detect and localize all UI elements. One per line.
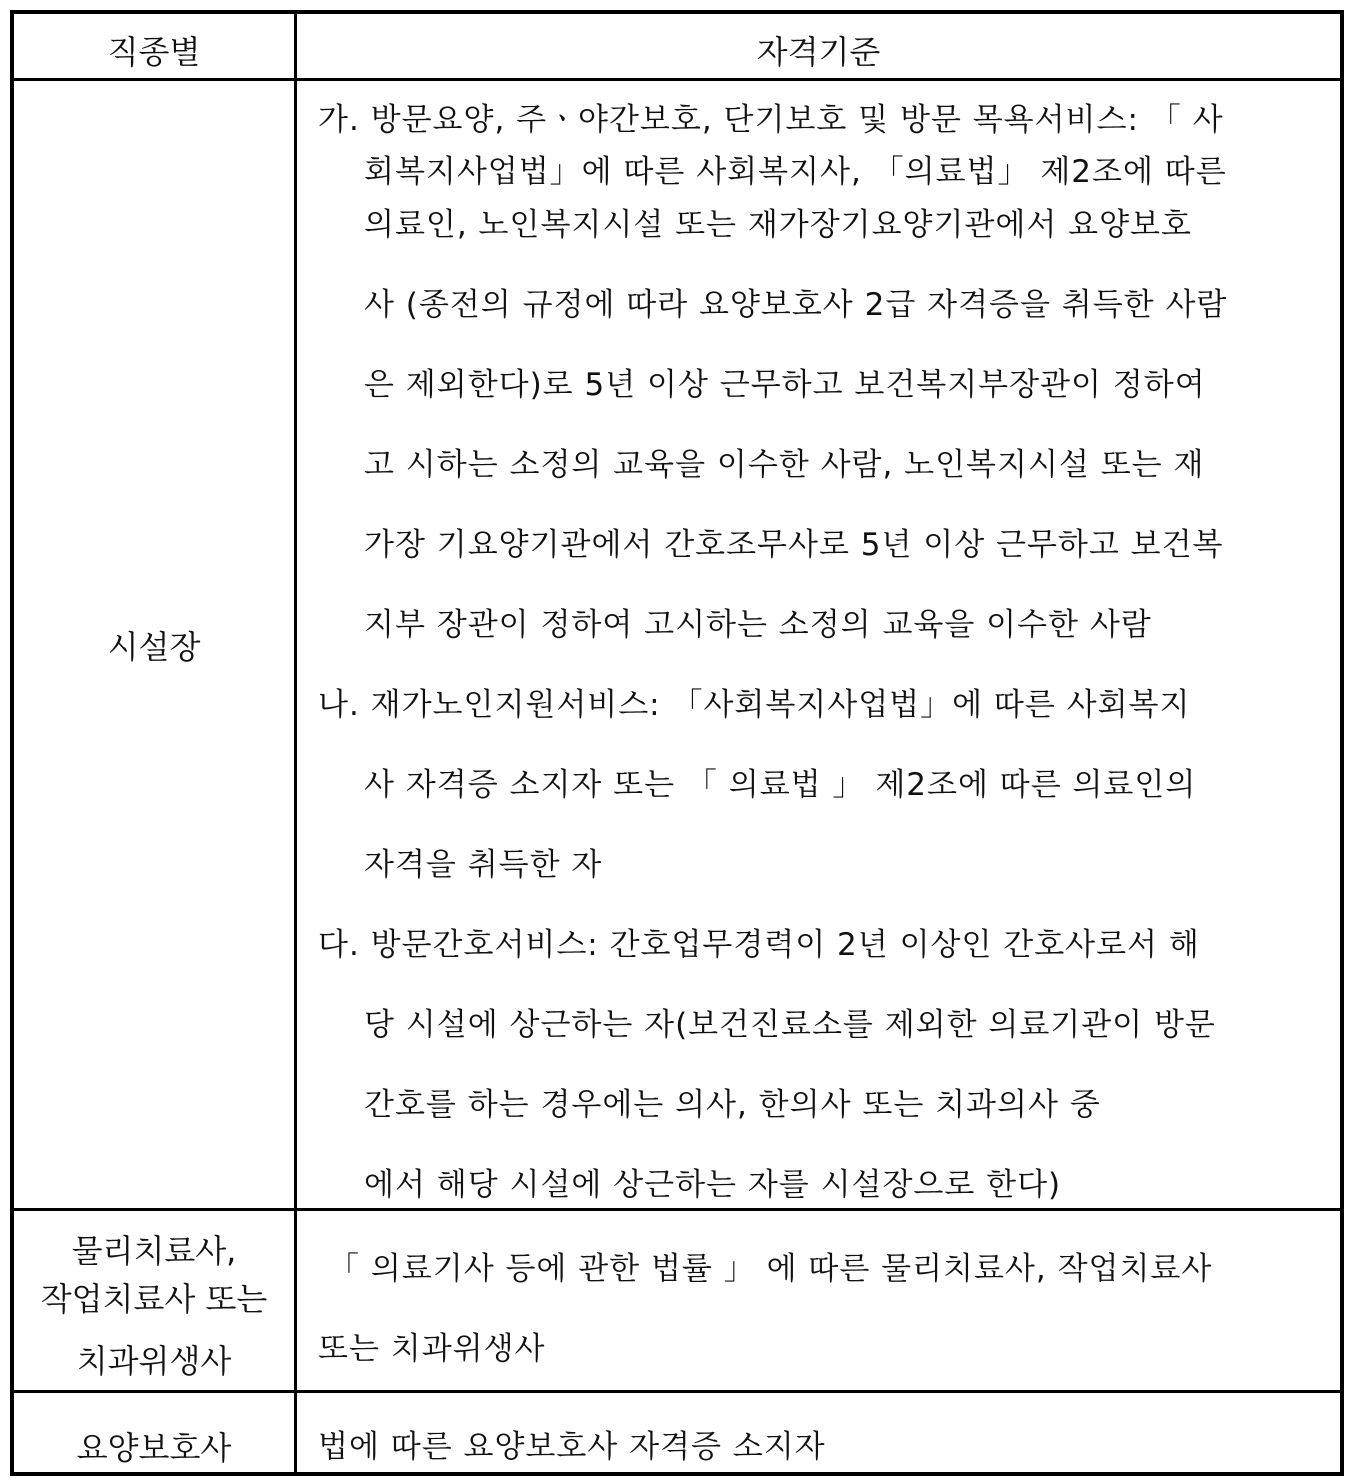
criteria-line: 지부 장관이 정하여 고시하는 소정의 교육을 이수한 사람 [364,607,1152,643]
criteria-cell [318,81,1342,1208]
criteria-line: 에서 해당 시설에 상근하는 자를 시설장으로 한다) [364,1167,1062,1203]
criteria-line: 자격을 취득한 자 [364,847,603,883]
criteria-cell [318,1393,1342,1472]
criteria-line: 「 의료기사 등에 관한 법률 」 에 따른 물리치료사, 작업치료사 [328,1251,1213,1287]
criteria-line: 은 제외한다)로 5년 이상 근무하고 보건복지부장관이 정하여 [364,367,1206,403]
criteria-line: 당 시설에 상근하는 자(보건진료소를 제외한 의료기관이 방문 [364,1007,1216,1043]
job-type-label-line: 치과위생사 [76,1342,232,1380]
criteria-line: 나. 재가노인지원서비스: 「사회복지사업법」에 따른 사회복지 [318,687,1191,723]
criteria-line: 가장 기요양기관에서 간호조무사로 5년 이상 근무하고 보건복 [364,527,1224,563]
header-criteria: 자격기준 [756,33,881,71]
table-row-label [14,1393,294,1472]
job-type-label: 시설장 [107,627,201,666]
header-job-type: 직종별 [107,33,201,71]
criteria-line: 고 시하는 소정의 교육을 이수한 사람, 노인복지시설 또는 재 [364,447,1205,483]
job-type-label: 요양보호사 [76,1428,232,1467]
table-row-label [14,81,294,1208]
criteria-line: 사 자격증 소지자 또는 「 의료법 」 제2조에 따른 의료인의 [364,767,1197,803]
criteria-line: 사 (종전의 규정에 따라 요양보호사 2급 자격증을 취득한 사람 [364,287,1228,323]
criteria-line: 간호를 하는 경우에는 의사, 한의사 또는 치과의사 중 [364,1087,1101,1123]
criteria-line: 가. 방문요양, 주ㆍ야간보호, 단기보호 및 방문 목욕서비스: 「 사 [318,102,1224,138]
job-type-label-line: 물리치료사, [71,1232,237,1270]
job-type-label-line: 작업치료사 또는 [40,1280,268,1318]
criteria-line: 또는 치과위생사 [318,1331,546,1367]
criteria-line: 회복지사업법」에 따른 사회복지사, 「의료법」 제2조에 따른 [364,154,1227,190]
criteria-line: 의료인, 노인복지시설 또는 재가장기요양기관에서 요양보호 [364,207,1192,243]
criteria-cell [318,1211,1342,1390]
table-row-label [14,1211,294,1390]
criteria-line: 법에 따른 요양보호사 자격증 소지자 [318,1429,826,1465]
column-divider [294,10,297,1476]
criteria-line: 다. 방문간호서비스: 간호업무경력이 2년 이상인 간호사로서 해 [318,927,1200,963]
